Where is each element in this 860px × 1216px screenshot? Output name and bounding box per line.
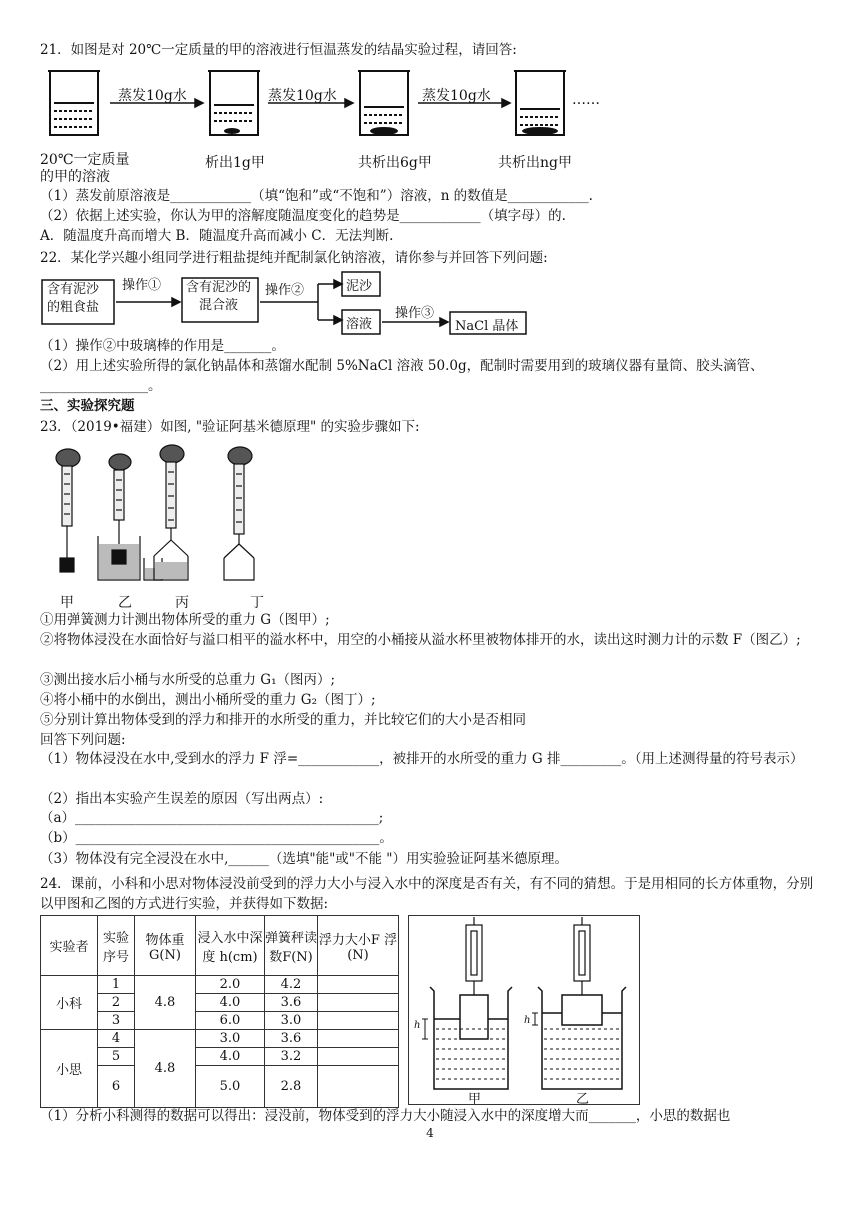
experimenter-cell: 小思 <box>41 1030 98 1108</box>
arrow-icon <box>116 298 180 306</box>
q21-line-2: （2）依据上述实验，你认为甲的溶解度随温度变化的趋势是____________（填字母）的. <box>40 208 566 224</box>
empty-cell <box>318 1048 399 1066</box>
q23-answer-2: （2）指出本实验产生误差的原因（写出两点）: <box>40 791 324 807</box>
crystal-icon <box>370 127 398 135</box>
q23-answer-1: （1）物体浸没在水中,受到水的浮力 F 浮=____________，被排开的水所受的重力 G 排_________。（用上述测得量的符号表示） <box>40 751 804 767</box>
beaker-label: 20℃一定质量 <box>40 152 130 168</box>
table-cell: 3.6 <box>265 1030 318 1048</box>
empty-cell <box>318 1066 399 1108</box>
experimenter-cell: 小科 <box>41 976 98 1030</box>
figure-label: 乙 <box>118 595 132 611</box>
q24-buoyancy-figure <box>408 915 640 1105</box>
table-cell: 2.0 <box>196 976 265 994</box>
table-cell: 3 <box>98 1012 135 1030</box>
q23-prompt: 回答下列问题: <box>40 732 126 748</box>
q23-answer-3: （3）物体没有完全浸没在水中,______（选填"能"或"不能 "）用实验验证阿基米德原理。 <box>40 851 569 867</box>
q23-archimedes-figure <box>40 440 300 590</box>
q21-evaporation-figure <box>40 65 600 145</box>
column-header: 弹簧秤读数F(N) <box>265 916 318 976</box>
beaker-icon <box>48 71 100 135</box>
table-cell: 4.0 <box>196 994 265 1012</box>
beaker-icon <box>514 71 566 135</box>
empty-cell <box>318 1030 399 1048</box>
q24-line-1: （1）分析小科测得的数据可以得出：浸没前，物体受到的浮力大小随浸入水中的深度增大而_______，小思的数据也 <box>40 1108 731 1124</box>
crystal-icon <box>522 127 558 135</box>
figure-label: 丙 <box>175 595 189 611</box>
box-solution: 溶液 <box>346 317 373 332</box>
depth-label: h <box>414 1020 421 1031</box>
table-cell: 4.2 <box>265 976 318 994</box>
table-cell: 3.2 <box>265 1048 318 1066</box>
beaker-icon <box>208 71 260 135</box>
q24-title: 24．课前，小科和小思对物体浸没前受到的浮力大小与浸入水中的深度是否有关，有不同的猜想。于是用相同的长方体重物，分别以甲图和乙图的方式进行实验，并获得如下数据: <box>40 876 814 912</box>
table-row <box>41 1030 399 1048</box>
empty-cell <box>318 976 399 994</box>
weight-cell: 4.8 <box>135 1030 196 1108</box>
page-number: 4 <box>426 1126 434 1140</box>
q23-step-4: ④将小桶中的水倒出，测出小桶所受的重力 G₂（图丁）; <box>40 692 376 708</box>
column-header: 实验者 <box>41 916 98 976</box>
beaker-label: 的甲的溶液 <box>40 169 110 185</box>
q23-step-5: ⑤分别计算出物体受到的浮力和排开的水所受的重力，并比较它们的大小是否相同 <box>40 712 526 728</box>
beaker-label: 共析出6g甲 <box>358 155 432 171</box>
spring-scale-icon <box>154 445 188 580</box>
q23-answer-2a: （a）_____________________________________________; <box>40 810 384 826</box>
q21-title: 21．如图是对 20℃一定质量的甲的溶液进行恒温蒸发的结晶实验过程，请回答: <box>40 42 517 58</box>
q21-line-1: （1）蒸发前原溶液是____________（填“饱和”或“不饱和”）溶液，n 的数值是____________. <box>40 188 593 204</box>
section-heading: 三、实验探究题 <box>40 398 135 414</box>
op1-label: 操作① <box>122 278 162 293</box>
table-cell: 2.8 <box>265 1066 318 1108</box>
box-nacl-crystal: NaCl 晶体 <box>455 319 519 334</box>
table-cell: 4 <box>98 1030 135 1048</box>
figure-label: 甲 <box>468 1092 482 1107</box>
q23-step-2: ②将物体浸没在水面恰好与溢口相平的溢水杯中，用空的小桶接从溢水杯里被物体排开的水，读出这时测力计的示数 F（图乙）; <box>40 632 801 648</box>
table-cell: 4.0 <box>196 1048 265 1066</box>
box-crude-salt: 含有泥沙 的粗食盐 <box>47 282 100 315</box>
column-header: 浮力大小F 浮(N) <box>318 916 399 976</box>
q24-data-table <box>40 915 399 1108</box>
q22-title: 22．某化学兴趣小组同学进行粗盐提纯并配制氯化钠溶液，请你参与并回答下列问题: <box>40 250 548 266</box>
empty-cell <box>318 1012 399 1030</box>
figure-label: 甲 <box>60 595 74 611</box>
arrow-label: 蒸发10g水 <box>118 88 187 104</box>
spring-scale-icon <box>224 447 254 580</box>
q23-step-3: ③测出接水后小桶与水所受的总重力 G₁（图丙）; <box>40 672 336 688</box>
figure-label: 丁 <box>250 595 264 611</box>
depth-marker-icon <box>422 1019 428 1039</box>
crystal-icon <box>224 128 240 134</box>
q21-options: A．随温度升高而增大 B．随温度升高而减小 C．无法判断. <box>40 228 394 244</box>
box-sand: 泥沙 <box>346 279 373 294</box>
q23-step-1: ①用弹簧测力计测出物体所受的重力 G（图甲）; <box>40 612 330 628</box>
beaker-label: 析出1g甲 <box>205 155 265 171</box>
op2-label: 操作② <box>265 283 305 298</box>
table-cell: 6.0 <box>196 1012 265 1030</box>
q22-line-1: （1）操作②中玻璃棒的作用是_______。 <box>40 338 285 354</box>
column-header: 浸入水中深度 h(cm) <box>196 916 265 976</box>
beaker-label: 共析出ng甲 <box>498 155 572 171</box>
spring-scale-icon <box>460 917 488 1039</box>
ellipsis: …… <box>572 92 600 108</box>
table-cell: 3.0 <box>265 1012 318 1030</box>
spring-scale-icon <box>56 449 80 572</box>
beaker-icon <box>358 71 410 135</box>
depth-marker-icon <box>532 1013 538 1025</box>
box-mixture: 含有泥沙的 混合液 <box>186 280 252 313</box>
table-header-row <box>41 916 399 976</box>
spring-scale-icon <box>562 917 602 1025</box>
table-cell: 2 <box>98 994 135 1012</box>
spring-scale-icon <box>98 454 162 580</box>
arrow-label: 蒸发10g水 <box>422 88 491 104</box>
table-cell: 5 <box>98 1048 135 1066</box>
table-cell: 5.0 <box>196 1066 265 1108</box>
table-cell: 3.6 <box>265 994 318 1012</box>
q23-title: 23．（2019•福建）如图, "验证阿基米德原理" 的实验步骤如下: <box>40 419 420 435</box>
q22-line-2: （2）用上述实验所得的氯化钠晶体和蒸馏水配制 5%NaCl 溶液 50.0g，配制时需要用到的玻璃仪器有量筒、胶头滴管、________________。 <box>40 358 764 394</box>
q23-answer-2b: （b）_____________________________________________。 <box>40 830 393 846</box>
empty-cell <box>318 994 399 1012</box>
weight-cell: 4.8 <box>135 976 196 1030</box>
table-cell: 3.0 <box>196 1030 265 1048</box>
depth-label: h <box>524 1015 531 1026</box>
column-header: 物体重G(N) <box>135 916 196 976</box>
figure-label: 乙 <box>576 1092 590 1107</box>
table-cell: 1 <box>98 976 135 994</box>
table-cell: 6 <box>98 1066 135 1108</box>
arrow-label: 蒸发10g水 <box>268 88 337 104</box>
table-row <box>41 976 399 994</box>
op3-label: 操作③ <box>395 306 435 321</box>
column-header: 实验序号 <box>98 916 135 976</box>
